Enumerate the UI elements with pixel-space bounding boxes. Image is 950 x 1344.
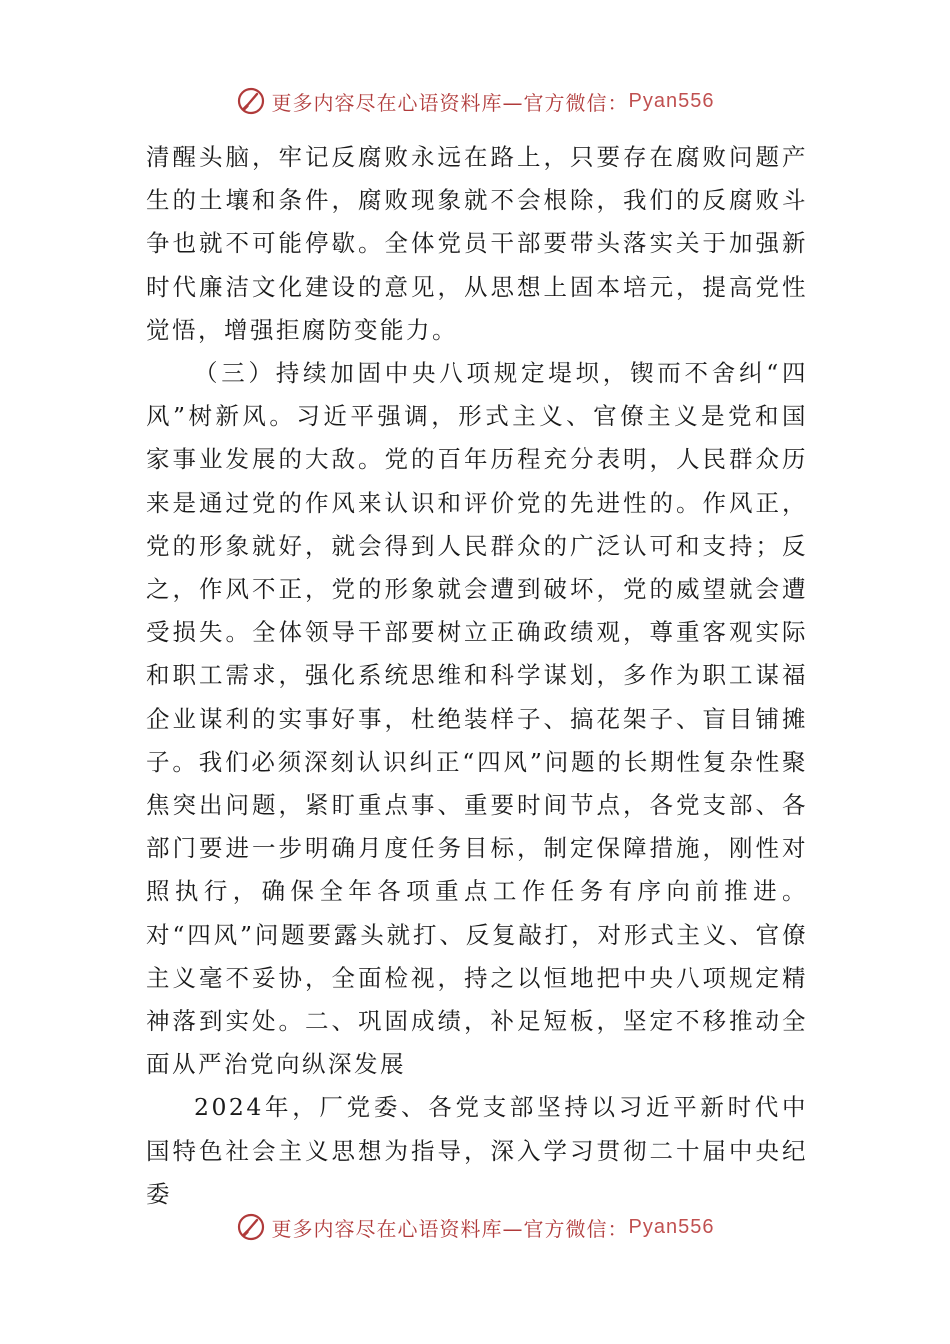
footer-watermark [0, 1212, 950, 1242]
watermark-wechat-id: Pyan556 [628, 1215, 715, 1238]
watermark-text: 更多内容尽在心语资料库—官方微信： [271, 1216, 629, 1241]
watermark-text: 更多内容尽在心语资料库—官方微信： [271, 90, 629, 115]
document-body [146, 136, 808, 1216]
paragraph-continuation: 清醒头脑，牢记反腐败永远在路上，只要存在腐败问题产生的土壤和条件，腐败现象就不会根除，我们的反腐败斗争也就不可能停歇。全体党员干部要带头落实关于加强新时代廉洁文化建设的意见，从思想上固本培元，提高党性觉悟，增强拒腐防变能力。 [146, 143, 808, 344]
header-watermark [0, 86, 950, 116]
watermark-wechat-id: Pyan556 [628, 89, 715, 112]
pen-circle-logo-icon [236, 86, 266, 116]
paragraph-2024: 2024年，厂党委、各党支部坚持以习近平新时代中国特色社会主义思想为指导，深入学习贯彻二十届中央纪委 [146, 1093, 808, 1208]
pen-circle-logo-icon [236, 1212, 266, 1242]
paragraph-section-three: （三）持续加固中央八项规定堤坝，锲而不舍纠“四风”树新风。习近平强调，形式主义、官僚主义是党和国家事业发展的大敌。党的百年历程充分表明，人民群众历来是通过党的作风来认识和评价党的先进性的。作风正，党的形象就好，就会得到人民群众的广泛认可和支持；反之，作风不正，党的形象就会遭到破坏，党的威望就会遭受损失。全体领导干部要树立正确政绩观，尊重客观实际和职工需求，强化系统思维和科学谋划，多作为职工谋福企业谋利的实事好事，杜绝装样子、搞花架子、盲目铺摊子。我们必须深刻认识纠正“四风”问题的长期性复杂性聚焦突出问题，紧盯重点事、重要时间节点，各党支部、各部门要进一步明确月度任务目标，制定保障措施，刚性对照执行，确保全年各项重点工作任务有序向前推进。对“四风”问题要露头就打、反复敲打，对形式主义、官僚主义毫不妥协，全面检视，持之以恒地把中央八项规定精神落到实处。二、巩固成绩，补足短板，坚定不移推动全面从严治党向纵深发展 [146, 359, 808, 1079]
